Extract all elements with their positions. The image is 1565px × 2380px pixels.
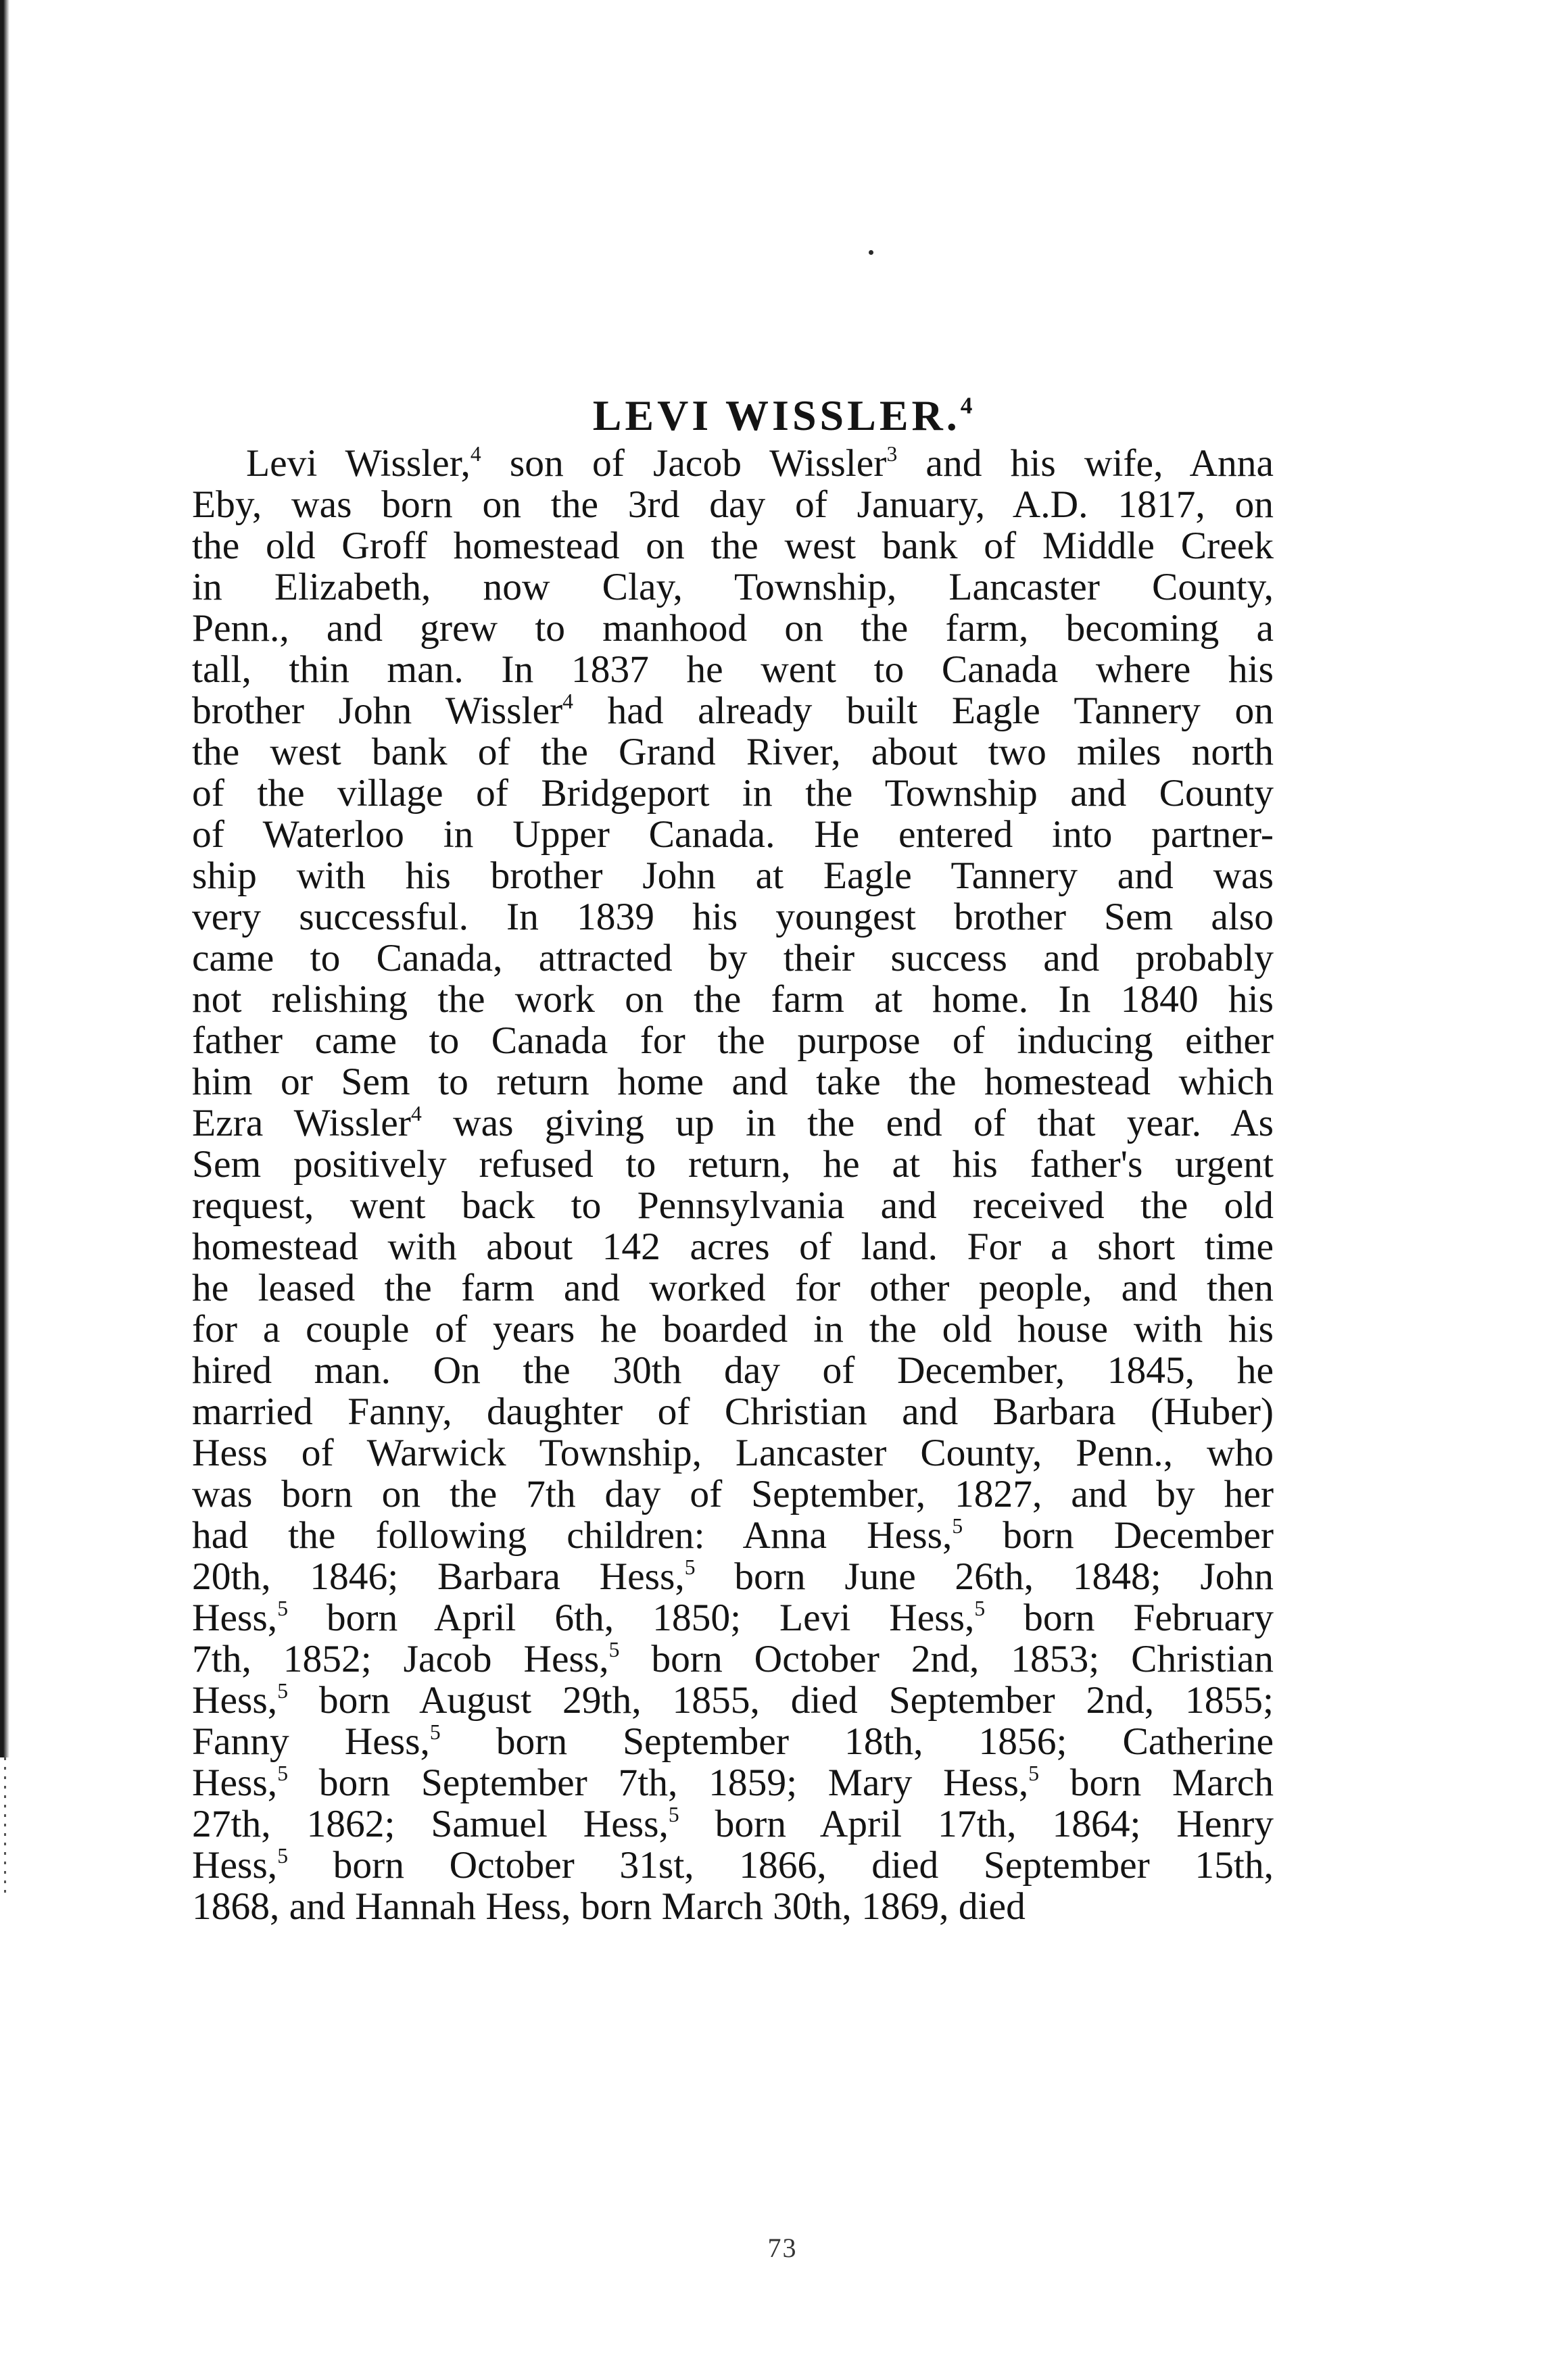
- text-line: [192, 1474, 1274, 1515]
- line-text: was born on the 7th day of September, 1827, and by her: [192, 1473, 1274, 1515]
- line-text: the west bank of the Grand River, about two miles north: [192, 731, 1274, 773]
- footnote-marker: 3: [886, 441, 898, 466]
- line-text: Hess,: [192, 1597, 278, 1639]
- line-text: the old Groff homestead on the west bank of Middle Creek: [192, 525, 1274, 567]
- text-line: [192, 1102, 1274, 1144]
- line-text: brother John Wissler: [192, 689, 563, 732]
- text-line: [192, 896, 1274, 938]
- line-text: married Fanny, daughter of Christian and Barbara (Huber): [192, 1390, 1274, 1433]
- footnote-marker: 5: [608, 1637, 620, 1661]
- line-text: had the following children: Anna Hess,: [192, 1514, 953, 1557]
- text-line: [192, 443, 1274, 484]
- line-text: not relishing the work on the farm at home. In 1840 his: [192, 978, 1274, 1021]
- text-line: [192, 1144, 1274, 1185]
- line-text: Ezra Wissler: [192, 1102, 411, 1144]
- line-text: of the village of Bridgeport in the Township and County: [192, 772, 1274, 815]
- text-line: [192, 814, 1274, 855]
- text-line: [192, 855, 1274, 896]
- footnote-marker: 5: [277, 1761, 288, 1785]
- line-text: son of Jacob Wissler: [481, 442, 887, 485]
- text-line: [192, 979, 1274, 1020]
- text-line: [192, 649, 1274, 690]
- line-text: born April 17th, 1864; Henry: [679, 1803, 1274, 1845]
- text-line: [192, 1680, 1274, 1721]
- line-text: born September 7th, 1859; Mary Hess,: [288, 1762, 1029, 1804]
- binding-edge: [0, 0, 9, 1757]
- page-number: 73: [767, 2233, 798, 2263]
- line-text: and his wife, Anna: [897, 442, 1274, 485]
- line-text: hired man. On the 30th day of December, 1845, he: [192, 1349, 1274, 1392]
- line-text: ship with his brother John at Eagle Tannery and was: [192, 854, 1274, 897]
- line-text: 7th, 1852; Jacob Hess,: [192, 1638, 609, 1680]
- line-text: Eby, was born on the 3rd day of January, A.D. 1817, on: [192, 483, 1274, 526]
- line-text: had already built Eagle Tannery on: [573, 689, 1274, 732]
- line-text: father came to Canada for the purpose of inducing either: [192, 1019, 1274, 1062]
- line-text: request, went back to Pennsylvania and received the old: [192, 1184, 1274, 1227]
- text-line: [192, 1638, 1274, 1680]
- text-line: [192, 1309, 1274, 1350]
- text-line: [192, 1597, 1274, 1638]
- text-line: [192, 1061, 1274, 1102]
- ink-speck: [869, 250, 873, 255]
- line-text: born September 18th, 1856; Catherine: [440, 1720, 1274, 1763]
- text-line: [192, 1556, 1274, 1597]
- text-line: [192, 1391, 1274, 1432]
- line-text: Sem positively refused to return, he at his father's urgent: [192, 1143, 1274, 1186]
- text-line: [192, 773, 1274, 814]
- text-line: [192, 690, 1274, 731]
- line-text: born October 31st, 1866, died September 15th,: [288, 1844, 1274, 1887]
- line-text: Hess,: [192, 1679, 278, 1722]
- footnote-marker: 5: [277, 1843, 288, 1868]
- line-text: him or Sem to return home and take the homestead which: [192, 1061, 1274, 1103]
- footnote-marker: 5: [277, 1596, 288, 1620]
- text-line: [192, 566, 1274, 608]
- line-text: 1868, and Hannah Hess, born March 30th, 1869, died: [192, 1885, 1026, 1928]
- text-line: [192, 1226, 1274, 1267]
- footnote-marker: 5: [684, 1555, 696, 1579]
- line-text: born March: [1039, 1762, 1274, 1804]
- text-line: [192, 1020, 1274, 1061]
- footnote-marker: 5: [429, 1720, 441, 1744]
- text-line: [192, 938, 1274, 979]
- footnote-marker: 4: [410, 1101, 422, 1125]
- body-text: [192, 443, 1274, 1927]
- line-text: 20th, 1846; Barbara Hess,: [192, 1555, 685, 1598]
- text-line: [192, 1762, 1274, 1803]
- text-line: [192, 1721, 1274, 1762]
- footnote-marker: 5: [277, 1678, 288, 1703]
- line-text: 27th, 1862; Samuel Hess,: [192, 1803, 669, 1845]
- line-text: Levi Wissler,: [246, 442, 471, 485]
- footnote-marker: 5: [952, 1513, 963, 1538]
- footnote-marker: 4: [562, 689, 573, 713]
- text-line: [192, 608, 1274, 649]
- line-text: of Waterloo in Upper Canada. He entered into partner-: [192, 813, 1274, 856]
- line-text: born August 29th, 1855, died September 2nd, 1855;: [288, 1679, 1274, 1722]
- line-text: tall, thin man. In 1837 he went to Canada where his: [192, 648, 1274, 691]
- footnote-marker: 5: [974, 1596, 986, 1620]
- line-text: Hess,: [192, 1762, 278, 1804]
- line-text: in Elizabeth, now Clay, Township, Lancaster County,: [192, 566, 1274, 608]
- text-line: [192, 1886, 1274, 1927]
- line-text: for a couple of years he boarded in the old house with his: [192, 1308, 1274, 1351]
- line-text: Hess of Warwick Township, Lancaster County, Penn., who: [192, 1432, 1274, 1474]
- footnote-marker: 5: [668, 1802, 679, 1826]
- heading-text: LEVI WISSLER.: [592, 391, 961, 439]
- line-text: Penn., and grew to manhood on the farm, becoming a: [192, 607, 1274, 650]
- footnote-marker: 4: [470, 441, 481, 466]
- line-text: very successful. In 1839 his youngest brother Sem also: [192, 896, 1274, 938]
- line-text: born April 6th, 1850; Levi Hess,: [288, 1597, 975, 1639]
- chapter-heading: [0, 391, 1565, 439]
- line-text: Fanny Hess,: [192, 1720, 430, 1763]
- line-text: was giving up in the end of that year. As: [421, 1102, 1274, 1144]
- text-line: [192, 1432, 1274, 1474]
- text-line: [192, 525, 1274, 566]
- text-line: [192, 1845, 1274, 1886]
- text-line: [192, 1185, 1274, 1226]
- line-text: born February: [985, 1597, 1274, 1639]
- heading-footnote-marker: 4: [960, 392, 973, 419]
- line-text: homestead with about 142 acres of land. For a short time: [192, 1225, 1274, 1268]
- text-line: [192, 1515, 1274, 1556]
- line-text: Hess,: [192, 1844, 278, 1887]
- line-text: born June 26th, 1848; John: [695, 1555, 1274, 1598]
- footnote-marker: 5: [1028, 1761, 1040, 1785]
- line-text: came to Canada, attracted by their success and probably: [192, 937, 1274, 979]
- line-text: he leased the farm and worked for other people, and then: [192, 1267, 1274, 1309]
- text-line: [192, 731, 1274, 773]
- text-line: [192, 1267, 1274, 1309]
- text-line: [192, 1803, 1274, 1845]
- text-line: [192, 484, 1274, 525]
- text-line: [192, 1350, 1274, 1391]
- line-text: born December: [963, 1514, 1274, 1557]
- binding-dots: [4, 1757, 6, 1893]
- line-text: born October 2nd, 1853; Christian: [619, 1638, 1274, 1680]
